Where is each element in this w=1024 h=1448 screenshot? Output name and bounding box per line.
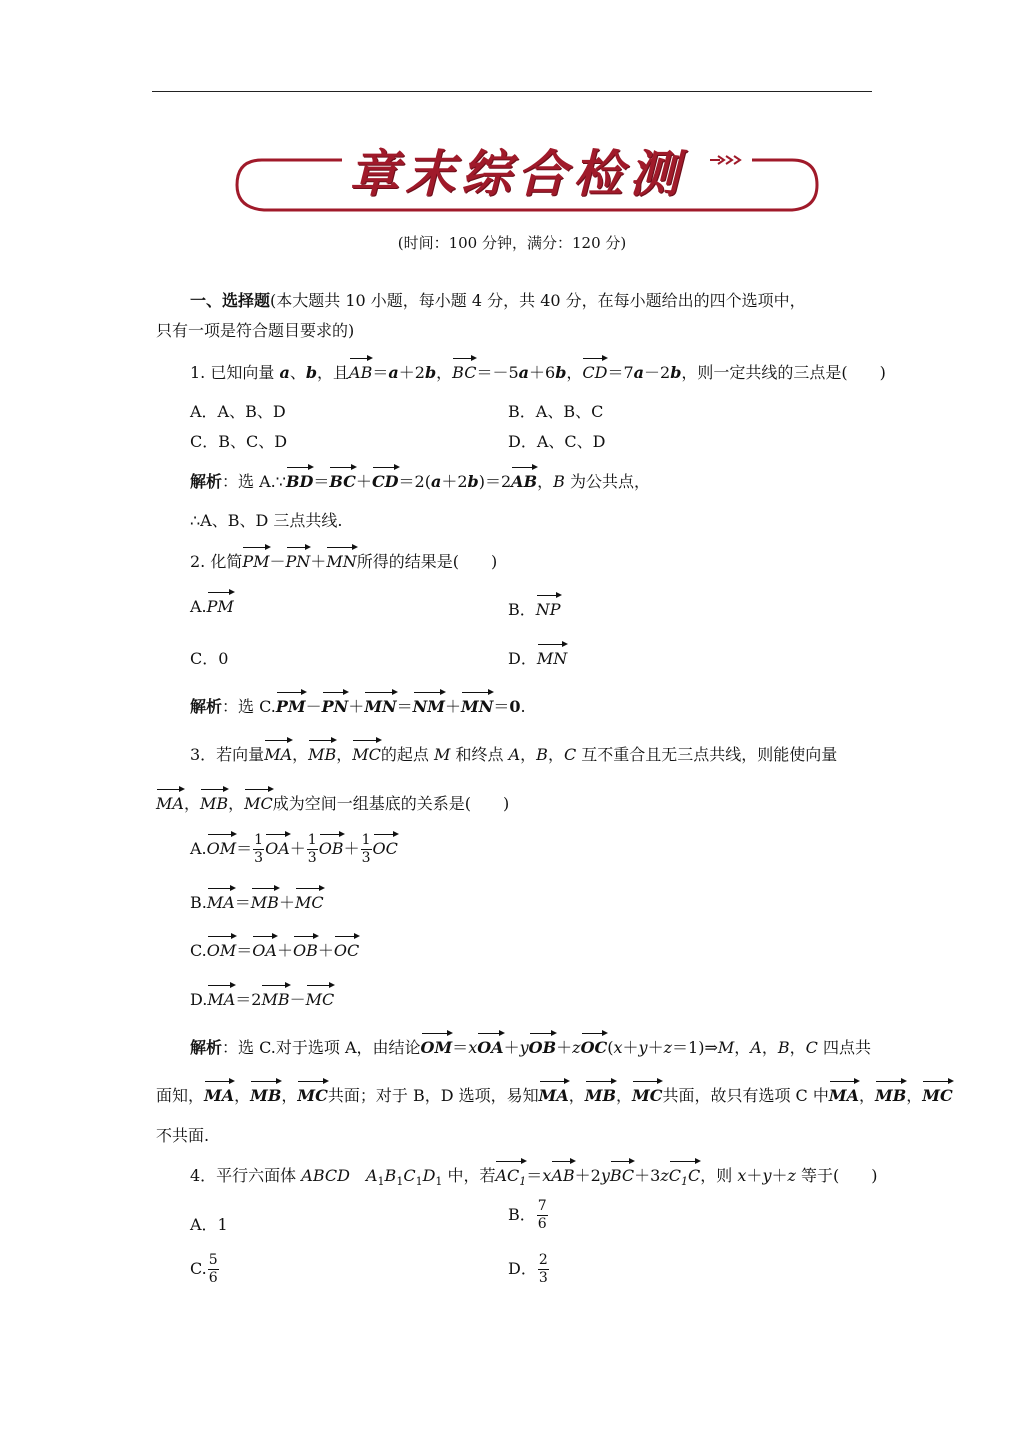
- q2-option-a: A.PM: [190, 597, 234, 616]
- q1-solution-2: ∴A、B、D 三点共线.: [190, 511, 343, 530]
- chapter-title: 章末综合检测: [349, 145, 685, 203]
- q3-option-c: C.OM＝OA＋OB＋OC: [190, 941, 360, 960]
- q2-option-c: C．0: [190, 649, 229, 668]
- question-1: 1. 已知向量 a、b，且AB＝a＋2b，BC＝－5a＋6b，CD＝7a－2b，则一定共线的三点是( ): [190, 363, 886, 382]
- q3-option-d: D.MA＝2MB－MC: [190, 990, 335, 1009]
- q4-option-a: A．1: [190, 1215, 228, 1234]
- q1-option-c: C．B、C、D: [190, 432, 288, 451]
- section-desc-2: 只有一项是符合题目要求的): [156, 321, 355, 340]
- question-4: 4．平行六面体 ABCD $A_1B_1C_1D_1$ 中，若$AC_1=xAB+2yBC+3zC_1C$，则 x＋y＋z 等于( ): [190, 1166, 878, 1189]
- q4-option-c: C. $\frac{5}{6}$: [190, 1252, 218, 1286]
- chapter-banner: [232, 130, 822, 220]
- q3-solution-3: 不共面.: [156, 1126, 210, 1145]
- q2-option-b: B．NP: [508, 600, 561, 619]
- q1-option-b: B．A、B、C: [508, 402, 604, 421]
- q3-option-a: A.OM＝ $\frac{1}{3}$ OA＋ $\frac{1}{3}$ OB＋ $\frac{1}{3}$ OC: [190, 832, 398, 866]
- exam-meta: (时间：100 分钟，满分：120 分): [397, 234, 627, 252]
- question-3-line2: MA，MB，MC成为空间一组基底的关系是( ): [156, 794, 510, 813]
- section-desc-1: (本大题共 10 小题，每小题 4 分，共 40 分，在每小题给出的四个选项中，: [270, 291, 806, 310]
- q3-solution: 解析：选 C.对于选项 A，由结论OM＝xOA＋yOB＋zOC(x＋y＋z＝1)⇒M，A，B，C 四点共: [190, 1038, 871, 1057]
- q3-option-b: B.MA＝MB＋MC: [190, 893, 324, 912]
- top-rule: [152, 91, 872, 92]
- q4-option-d: D． $\frac{2}{3}$: [508, 1252, 548, 1286]
- question-3: 3．若向量MA，MB，MC的起点 M 和终点 A，B，C 互不重合且无三点共线，则能使向量: [190, 745, 838, 764]
- question-2: 2. 化简PM－PN＋MN所得的结果是( ): [190, 552, 498, 571]
- q1-solution: 解析：选 A.∵BD＝BC＋CD＝2(a＋2b)＝2AB，B 为公共点，: [190, 472, 650, 491]
- section-heading-label: 一、选择题: [190, 291, 271, 310]
- q4-option-b: B． $\frac{7}{6}$: [508, 1198, 547, 1232]
- q2-solution: 解析：选 C.PM－PN＋MN＝NM＋MN＝0.: [190, 697, 526, 716]
- q1-option-d: D．A、C、D: [508, 432, 606, 451]
- q1-option-a: A．A、B、D: [190, 402, 286, 421]
- q3-solution-2: 面知，MA，MB，MC共面；对于 B，D 选项，易知MA，MB，MC共面，故只有选项 C 中MA，MB，MC: [156, 1086, 953, 1105]
- q2-option-d: D．MN: [508, 649, 568, 668]
- section-heading: [190, 288, 806, 311]
